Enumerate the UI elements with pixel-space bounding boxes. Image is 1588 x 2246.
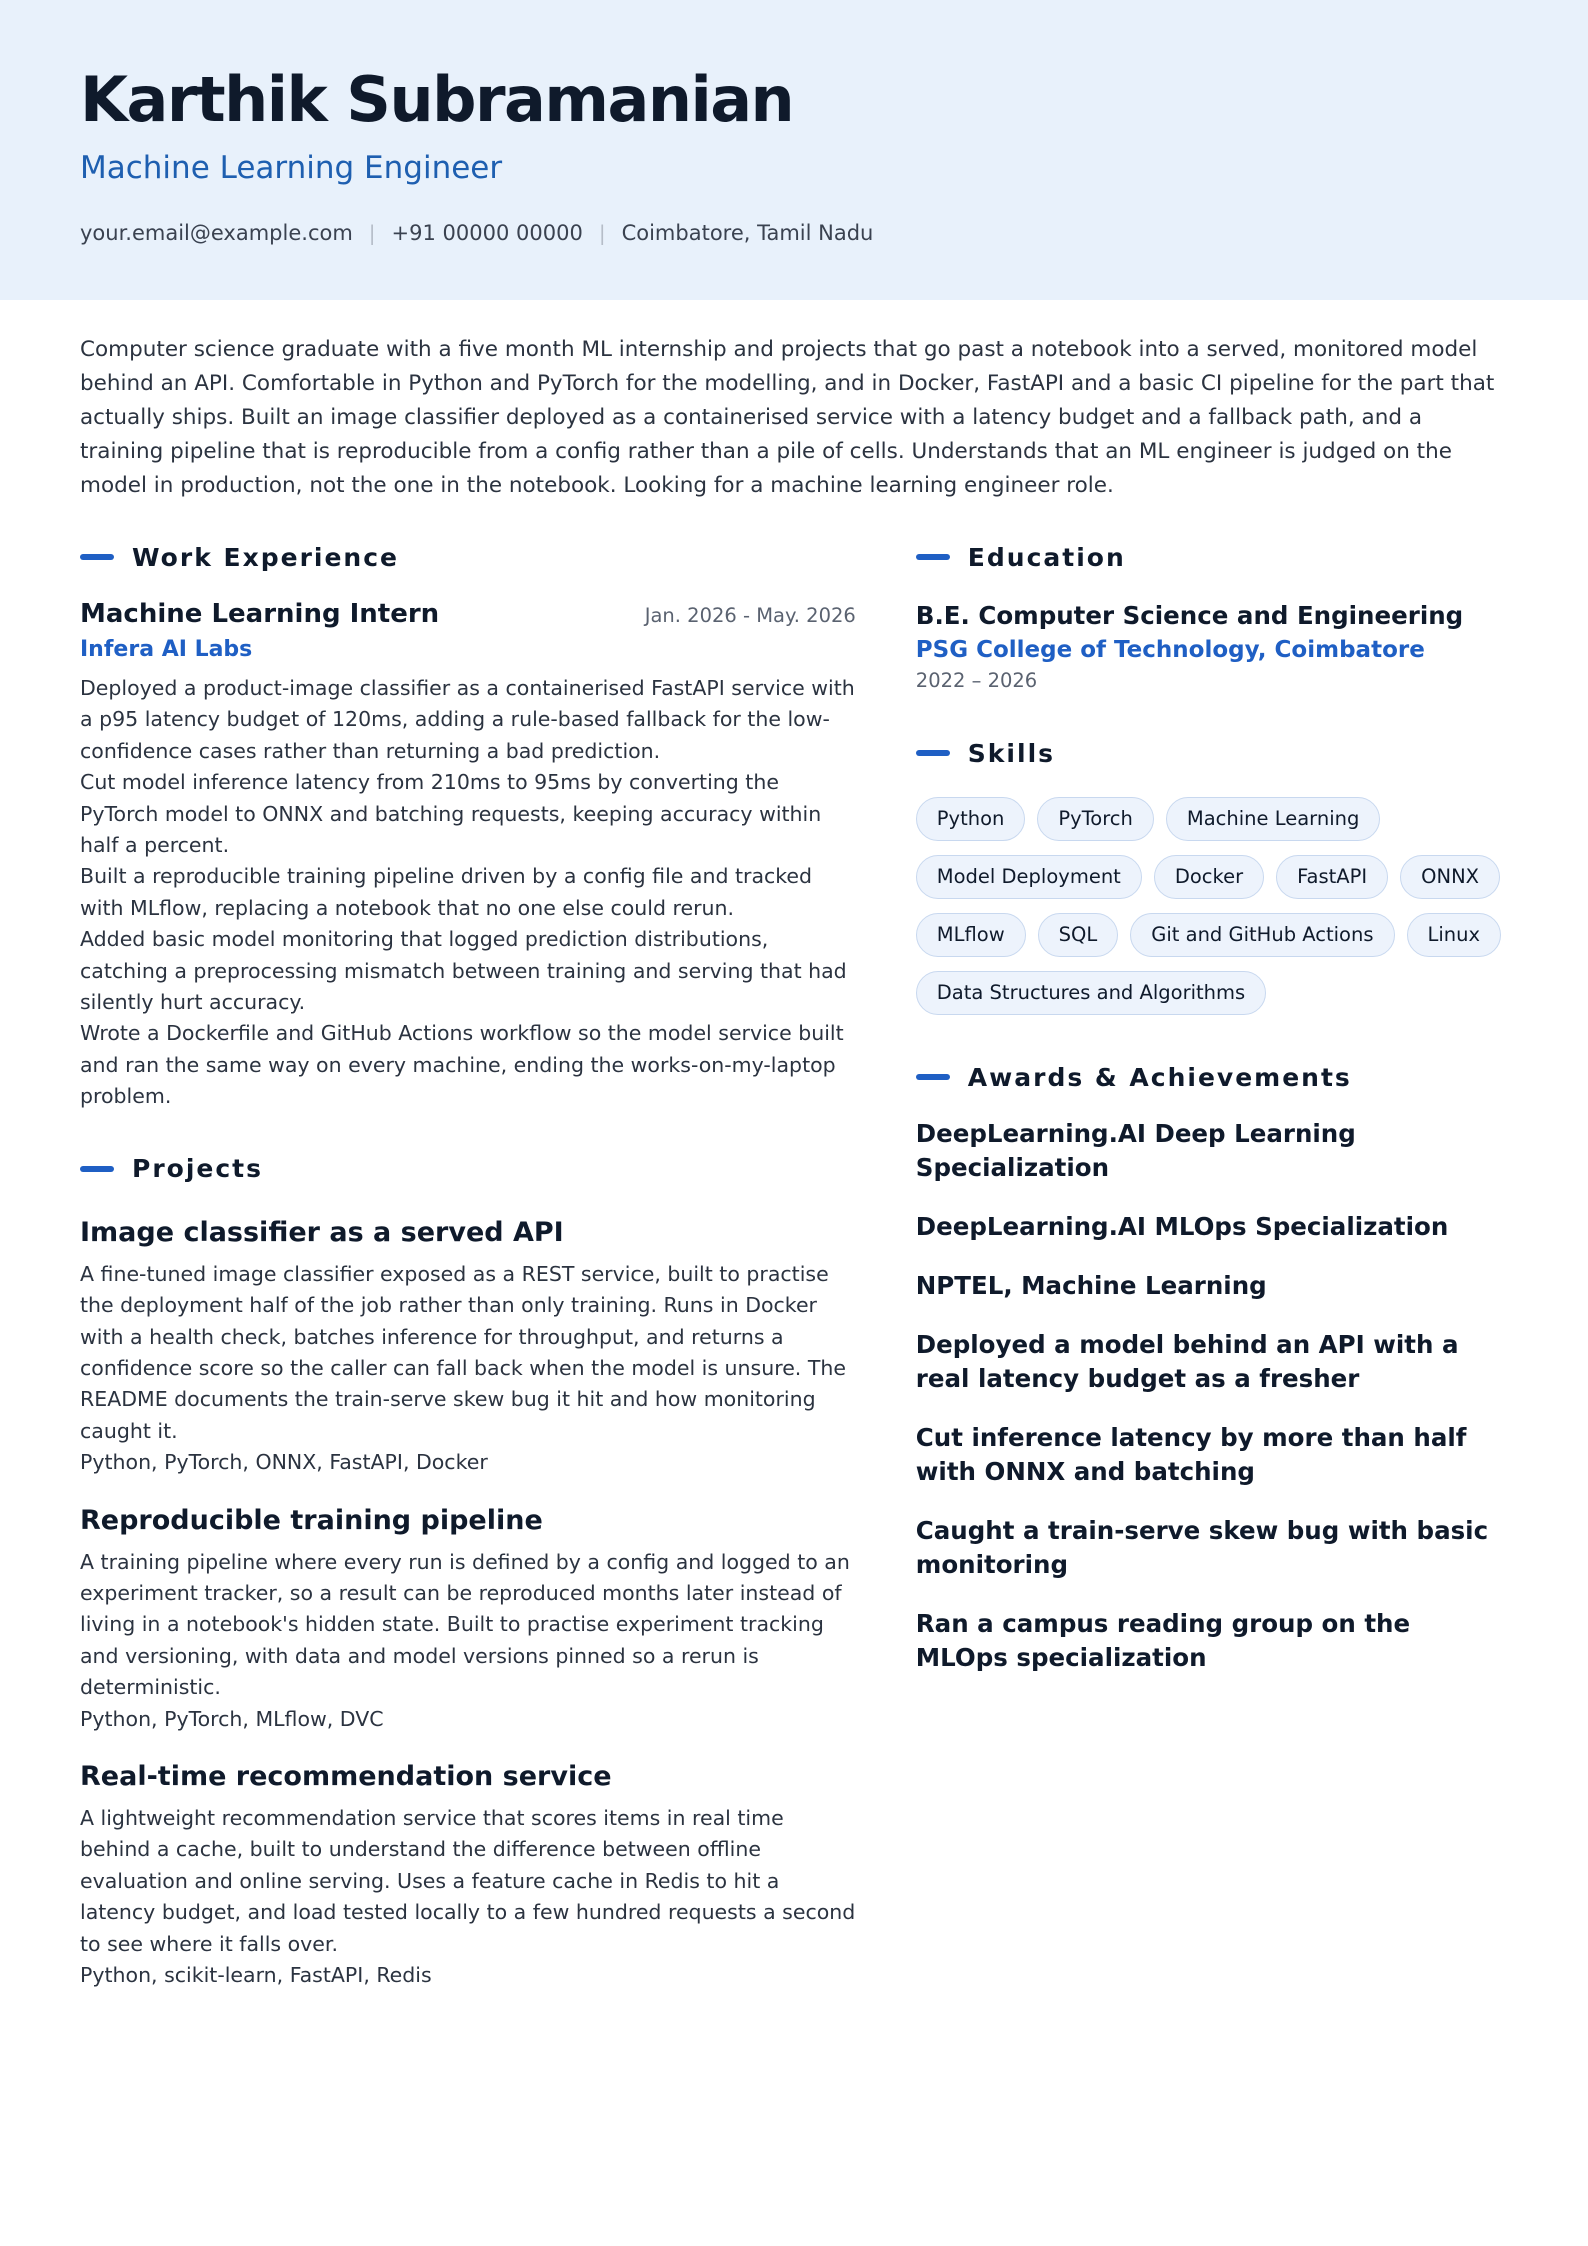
job-company: Infera AI Labs	[80, 637, 253, 662]
skill-chip: Machine Learning	[1166, 797, 1380, 841]
job-bullet: Cut model inference latency from 210ms to 95ms by converting the PyTorch model to ONNX and batching requests, keeping accuracy within half a percent.	[80, 770, 822, 858]
professional-summary: Computer science graduate with a five month ML internship and projects that go past a notebook into a served, monitored model behind an API. Comfortable in Python and PyTorch for the modelling, and in Docker, FastAPI and a basic CI pipeline for the part that actually ships. Built an image classifier deployed as a containerised service with a latency budget and a fallback path, and a training pipeline that is reproducible from a config rather than a pile of cells. Understands that an ML engineer is judged on the model in production, not the one in the notebook. Looking for a machine learning engineer role.	[80, 337, 1495, 498]
project-tech-stack: Python, scikit-learn, FastAPI, Redis	[80, 1963, 432, 1987]
job-header	[80, 599, 856, 629]
education-entry	[916, 599, 1508, 695]
skill-chip: ONNX	[1400, 855, 1500, 899]
awards-section	[916, 1061, 1508, 1675]
section-heading	[916, 737, 1508, 769]
section-accent-bar	[916, 1074, 950, 1080]
skill-chip: Model Deployment	[916, 855, 1142, 899]
project-title: Image classifier as a served API	[80, 1216, 564, 1248]
contact-location: Coimbatore, Tamil Nadu	[621, 221, 874, 245]
education-years: 2022 – 2026	[915, 669, 1038, 692]
skill-chip: Git and GitHub Actions	[1130, 913, 1394, 957]
section-title: Education	[967, 542, 1126, 572]
skill-chip: SQL	[1038, 913, 1119, 957]
project-title: Reproducible training pipeline	[80, 1504, 543, 1536]
section-accent-bar	[916, 554, 950, 560]
skill-chip: FastAPI	[1276, 855, 1388, 899]
section-heading	[80, 541, 856, 573]
skill-chip: Linux	[1407, 913, 1502, 957]
award-item: Cut inference latency by more than half with ONNX and batching	[915, 1423, 1467, 1486]
skill-chip: Docker	[1154, 855, 1264, 899]
award-item: Caught a train-serve skew bug with basic monitoring	[915, 1516, 1489, 1579]
left-column	[80, 541, 856, 1991]
section-heading	[916, 1061, 1508, 1093]
project-description: A training pipeline where every run is defined by a config and logged to an experiment tracker, so a result can be reproduced months later instead of living in a notebook's hidden state. Built to practise experiment tracking and versioning, with data and model versions pinned so a rerun is deterministic.	[80, 1549, 850, 1700]
project-title: Real-time recommendation service	[80, 1760, 612, 1792]
section-accent-bar	[80, 554, 114, 560]
section-title: Awards & Achievements	[967, 1062, 1352, 1092]
skill-chip: Python	[916, 797, 1026, 841]
skill-chip: MLflow	[916, 913, 1026, 957]
job-bullet: Deployed a product-image classifier as a containerised FastAPI service with a p95 latency budget of 120ms, adding a rule-based fallback for the low-confidence cases rather than returning a bad prediction.	[80, 676, 855, 763]
contact-line	[80, 218, 1508, 248]
job-dates: Jan. 2026 - May. 2026	[644, 604, 856, 627]
section-accent-bar	[916, 750, 950, 756]
job-bullet: Added basic model monitoring that logged prediction distributions, catching a preprocessing mismatch between training and serving that had silently hurt accuracy.	[80, 927, 847, 1015]
project-description: A fine-tuned image classifier exposed as a REST service, built to practise the deployment half of the job rather than only training. Runs in Docker with a health check, batches inference for throughput, and returns a confidence score so the caller can fall back when the model is unsure. The README documents the train-serve skew bug it hit and how monitoring caught it.	[80, 1261, 846, 1443]
award-item: NPTEL, Machine Learning	[915, 1271, 1267, 1300]
job-title: Machine Learning Intern	[80, 599, 440, 629]
award-item: Deployed a model behind an API with a real latency budget as a fresher	[915, 1330, 1459, 1393]
project-tech-stack: Python, PyTorch, ONNX, FastAPI, Docker	[80, 1450, 488, 1475]
section-title: Work Experience	[132, 542, 399, 572]
section-title: Skills	[967, 738, 1056, 768]
education-section	[916, 541, 1508, 695]
skill-chip: Data Structures and Algorithms	[916, 971, 1266, 1015]
project-entry	[80, 1759, 856, 1991]
project-tech-stack: Python, PyTorch, MLflow, DVC	[80, 1706, 384, 1731]
section-accent-bar	[80, 1166, 114, 1172]
candidate-name: Karthik Subramanian	[80, 63, 794, 136]
job-bullets	[80, 673, 856, 1113]
resume-columns	[0, 541, 1588, 1991]
skill-chip-list	[916, 797, 1508, 1015]
skills-section	[916, 737, 1508, 1015]
right-column	[916, 541, 1508, 1991]
section-heading	[916, 541, 1508, 573]
section-heading	[80, 1153, 856, 1185]
awards-list	[916, 1117, 1508, 1675]
project-entry	[80, 1215, 856, 1479]
award-item: DeepLearning.AI MLOps Specialization	[915, 1212, 1449, 1241]
contact-separator: |	[598, 221, 606, 245]
projects-section	[80, 1153, 856, 1992]
skill-chip: PyTorch	[1037, 797, 1154, 841]
contact-separator: |	[368, 221, 376, 245]
contact-email[interactable]: your.email@example.com	[80, 221, 353, 245]
resume-header	[0, 0, 1588, 300]
job-bullet: Built a reproducible training pipeline driven by a config file and tracked with MLflow, replacing a notebook that no one else could rerun.	[80, 864, 813, 920]
education-degree: B.E. Computer Science and Engineering	[915, 601, 1464, 630]
project-entry	[80, 1503, 856, 1735]
work-experience-section	[80, 541, 856, 1113]
job-bullet: Wrote a Dockerfile and GitHub Actions workflow so the model service built and ran the same way on every machine, ending the works-on-my-laptop problem.	[80, 1021, 844, 1109]
project-description: A lightweight recommendation service that scores items in real time behind a cache, built to understand the difference between offline evaluation and online serving. Uses a feature cache in Redis to hit a latency budget, and load tested locally to a few hundred requests a second to see where it falls over.	[80, 1805, 856, 1956]
candidate-role: Machine Learning Engineer	[80, 150, 503, 186]
award-item: DeepLearning.AI Deep Learning Specialization	[915, 1119, 1356, 1182]
contact-phone[interactable]: +91 00000 00000	[391, 221, 583, 245]
award-item: Ran a campus reading group on the MLOps specialization	[915, 1609, 1411, 1672]
education-school: PSG College of Technology, Coimbatore	[915, 637, 1425, 663]
job-entry	[80, 599, 856, 1113]
section-title: Projects	[132, 1154, 264, 1184]
